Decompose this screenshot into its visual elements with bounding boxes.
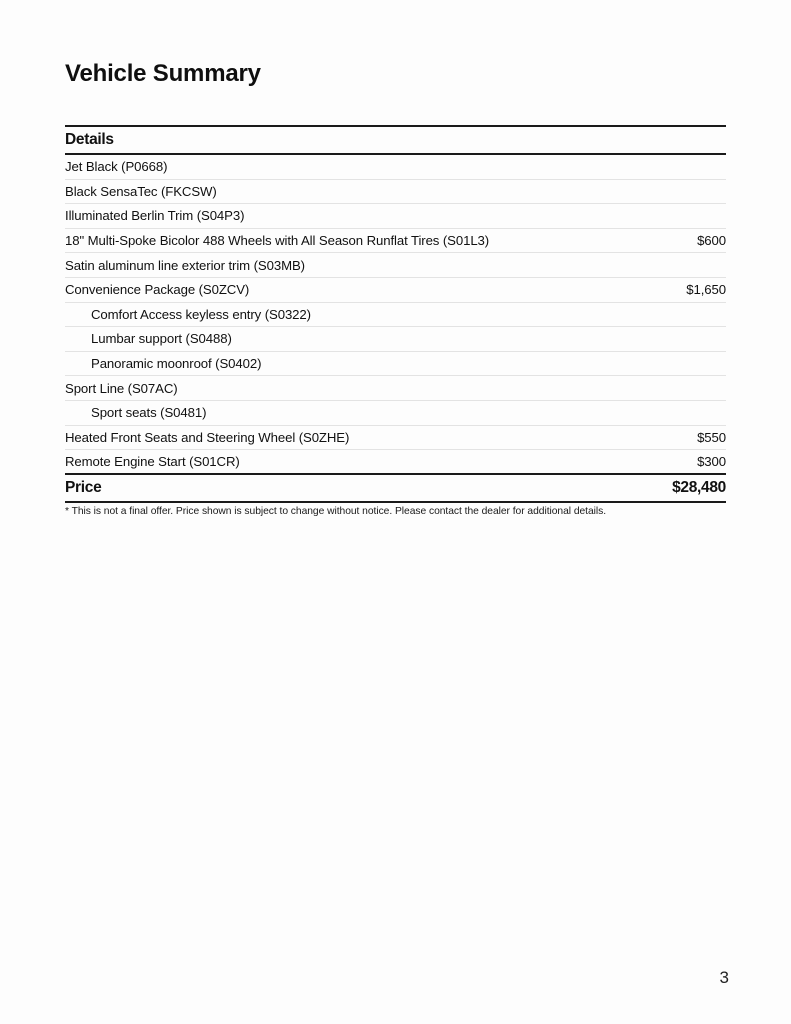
vehicle-summary-table [65,125,726,503]
item-label: Comfort Access keyless entry (S0322) [91,306,311,322]
item-row [65,180,726,205]
item-label: Heated Front Seats and Steering Wheel (S0ZHE) [65,429,350,445]
item-label: Satin aluminum line exterior trim (S03MB) [65,257,305,273]
page-title: Vehicle Summary [65,60,261,87]
item-label: Black SensaTec (FKCSW) [65,183,217,199]
item-price: $300 [697,453,726,469]
item-row [65,450,726,475]
total-label: Price [65,478,102,496]
item-row [65,229,726,254]
item-label: 18" Multi-Spoke Bicolor 488 Wheels with All Season Runflat Tires (S01L3) [65,233,490,249]
item-label: Jet Black (P0668) [65,159,168,175]
item-row [65,155,726,180]
item-label: Illuminated Berlin Trim (S04P3) [65,208,245,224]
item-price: $550 [697,429,726,445]
total-row [65,475,726,503]
page-number: 3 [719,968,729,987]
item-price: $1,650 [686,282,726,298]
sub-item-row [65,327,726,352]
item-row [65,278,726,303]
item-label: Convenience Package (S0ZCV) [65,282,250,298]
item-label: Sport Line (S07AC) [65,380,178,396]
item-price: $600 [697,233,726,249]
sub-item-row [65,401,726,426]
item-label: Remote Engine Start (S01CR) [65,453,240,469]
item-row [65,204,726,229]
item-label: Panoramic moonroof (S0402) [91,356,262,372]
item-label: Lumbar support (S0488) [91,331,232,347]
item-label: Sport seats (S0481) [91,405,207,421]
total-price: $28,480 [672,478,726,496]
sub-item-row [65,352,726,377]
sub-item-row [65,303,726,328]
details-heading: Details [65,131,114,148]
item-row [65,426,726,451]
disclaimer: * This is not a final offer. Price shown is subject to change without notice. Please contact the dealer for additional details. [65,506,607,517]
table-header [65,127,726,155]
item-row [65,253,726,278]
item-row [65,376,726,401]
item-list [65,155,726,475]
